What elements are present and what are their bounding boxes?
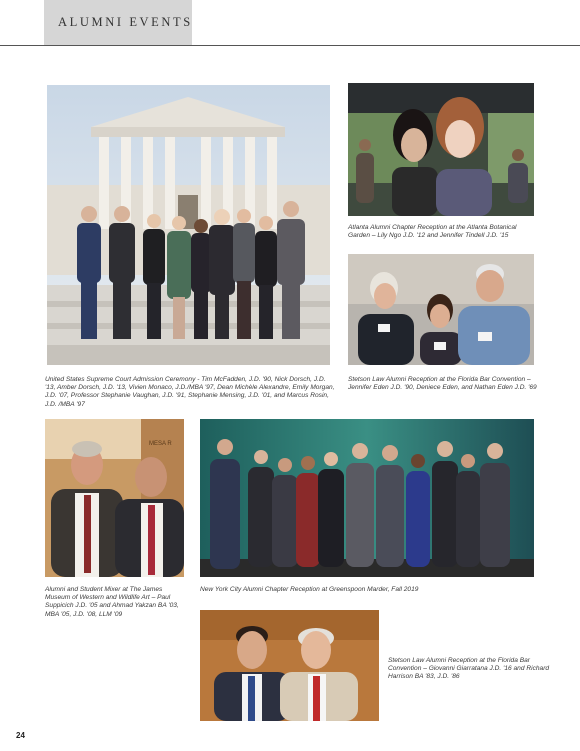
header-divider [0,45,580,46]
mixer-photo [45,419,184,577]
page-title: ALUMNI EVENTS [58,15,193,29]
supreme-court-photo [47,85,330,365]
florida-bar-photo-2 [200,610,379,721]
supreme-court-caption: United States Supreme Court Admission Ceremony - Tim McFadden, J.D. '90, Nick Dorsch, J.D. '13, Amber Dorsch, J.D. '13, Vivien Monaco, J.D./MBA '97, Dean Michèle Alexandre, Emily Morgan, J.D. '07, Professor Stephanie Vaughan, J.D. '91, Stephanie Mensing, J.D. '01, and Marcus Rosin, J.D. /MBA '97 [45,376,335,408]
atlanta-photo [348,83,534,216]
florida-bar-photo-1 [348,254,534,365]
new-york-caption: New York City Alumni Chapter Reception at Greenspoon Marder, Fall 2019 [200,586,419,593]
new-york-photo [200,419,534,577]
florida-bar-caption-2: Stetson Law Alumni Reception at the Florida Bar Convention – Giovanni Giarratana J.D. '16 and Richard Harrison BA '83, J.D. '86 [388,657,550,681]
page-number: 24 [16,731,25,740]
mixer-sign-text: MESA R [149,441,172,447]
florida-bar-caption-1: Stetson Law Alumni Reception at the Florida Bar Convention – Jennifer Eden J.D. '90, Deniece Eden, and Nathan Eden J.D. '69 [348,376,537,392]
atlanta-caption: Atlanta Alumni Chapter Reception at the Atlanta Botanical Garden – Lily Ngo J.D. '12 and Jennifer Tindell J.D. '15 [348,224,517,240]
mixer-caption: Alumni and Student Mixer at The James Museum of Western and Wildlife Art – Paul Suppicich J.D. '05 and Ahmad Yakzan BA '03, MBA '05, J.D. '08, LLM '09 [45,586,179,618]
